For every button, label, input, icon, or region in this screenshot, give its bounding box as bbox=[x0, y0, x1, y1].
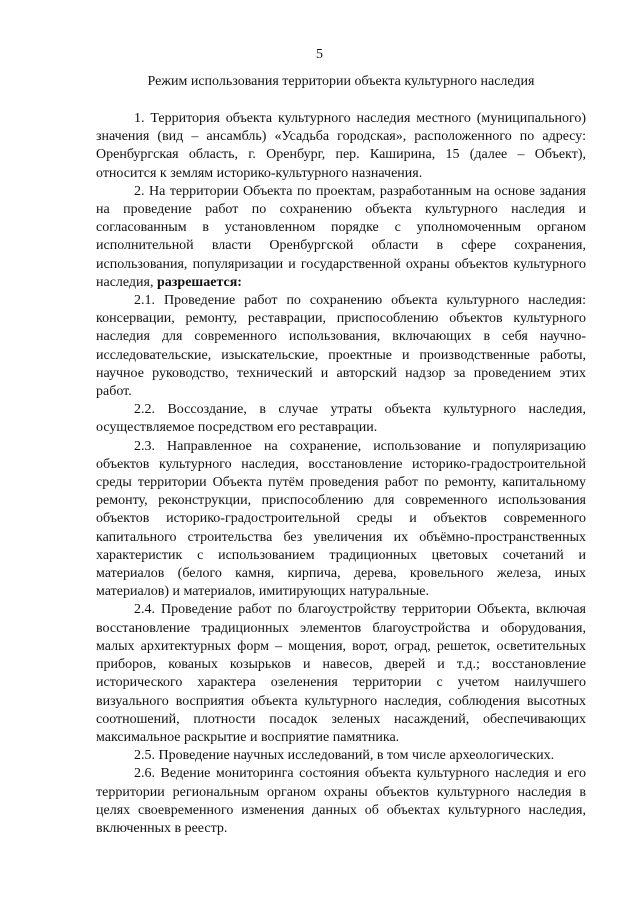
paragraph-2-1: 2.1. Проведение работ по сохранению объекта культурного наследия: консервации, ремонту, реставрации, приспособлению объектов культурного наследия для современного использования, включающих в себя научно-исследовательские, изыскательские, проектные и производственные работы, научное руководство, технический и авторский надзор за проведением этих работ. bbox=[96, 293, 586, 400]
section-heading: Режим использования территории объекта культурного наследия bbox=[147, 74, 535, 89]
paragraph-2-3: 2.3. Направленное на сохранение, использование и популяризацию объектов культурного наследия, восстановление историко-градостроительной среды территории Объекта путём проведения работ по ремонту, капитальному ремонту, реконструкции, приспособлению для современного использования объектов историко-градостроительной среды и объектов современного капитального строительства без увеличения их объёмно-пространственных характеристик с использованием традиционных цветовых сочетаний и материалов (белого камня, кирпича, дерева, кровельного железа, иных материалов) и материалов, имитирующих натуральные. bbox=[96, 438, 586, 600]
document-body bbox=[96, 110, 586, 838]
paragraph-2-6: 2.6. Ведение мониторинга состояния объекта культурного наследия и его территории региональным органом охраны объектов культурного наследия в целях своевременного изменения данных об объектах культурного наследия, включенных в реестр. bbox=[96, 766, 586, 836]
paragraph-2 bbox=[96, 183, 586, 292]
paragraph-2-emphasis: разрешается: bbox=[157, 274, 242, 290]
paragraph-1: 1. Территория объекта культурного наследия местного (муниципального) значения (вид – ансамбль) «Усадьба городская», расположенного по адресу: Оренбургская область, г. Оренбург, пер. Каширина, 15 (далее – Объект), относится к землям историко-культурного назначения. bbox=[96, 111, 586, 181]
paragraph-2-4: 2.4. Проведение работ по благоустройству территории Объекта, включая восстановление традиционных элементов благоустройства и оборудования, малых архитектурных форм – мощения, ворот, оград, решеток, осветительных приборов, кованых козырьков и навесов, дверей и т.д.; восстановление исторического характера озеленения территории с учетом наилучшего визуального восприятия объекта культурного наследия, соблюдения высотных соотношений, плотности посадок зеленых насаждений, обеспечивающих максимальное раскрытие и восприятие памятника. bbox=[96, 602, 586, 745]
page-number: 5 bbox=[316, 47, 323, 62]
paragraph-2-5: 2.5. Проведение научных исследований, в том числе археологических. bbox=[134, 748, 555, 764]
paragraph-2-2: 2.2. Воссоздание, в случае утраты объекта культурного наследия, осуществляемое посредством его реставрации. bbox=[96, 402, 586, 436]
paragraph-2-text: 2. На территории Объекта по проектам, разработанным на основе задания на проведение работ по сохранению объекта культурного наследия и согласованным в установленном порядке с уполномоченным органом исполнительной власти Оренбургской области в сфере сохранения, использования, популяризации и государственной охраны объектов культурного наследия, bbox=[96, 183, 586, 290]
